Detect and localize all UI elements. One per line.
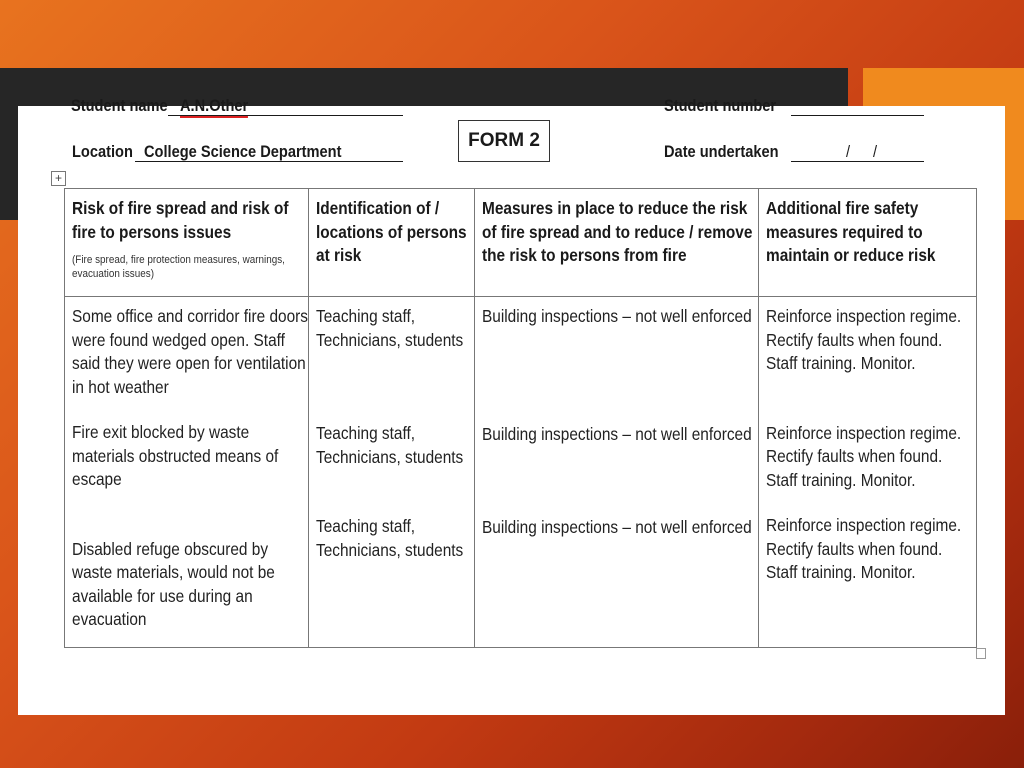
additional-entry: Reinforce inspection regime. Rectify faults when found. Staff training. Monitor. xyxy=(766,306,962,373)
form-number-box xyxy=(458,120,550,162)
measures-entry: Building inspections – not well enforced xyxy=(482,423,752,444)
header-cell-additional: Additional fire safety measures required to maintain or reduce risk xyxy=(759,189,977,297)
header-cell-persons: Identification of / locations of persons at risk xyxy=(309,189,475,297)
header-cell-risk: Risk of fire spread and risk of fire to persons issues (Fire spread, fire protection measures, warnings, evacuation issues) xyxy=(65,189,309,297)
location-value: College Science Department xyxy=(144,142,342,161)
persons-entry: Teaching staff, Technicians, students xyxy=(316,423,464,467)
student-number-line xyxy=(791,115,924,116)
student-name-label: Student name xyxy=(71,96,168,115)
date-label: Date undertaken xyxy=(664,142,779,161)
header-cell-measures: Measures in place to reduce the risk of fire spread and to reduce / remove the risk to persons from fire xyxy=(475,189,759,297)
student-name-line xyxy=(168,115,403,116)
table-resize-handle-icon[interactable] xyxy=(976,648,986,659)
header-note: (Fire spread, fire protection measures, warnings, evacuation issues) xyxy=(72,254,285,280)
location-label: Location xyxy=(72,142,133,161)
date-value: / / xyxy=(846,142,878,161)
measures-entry: Building inspections – not well enforced xyxy=(482,517,752,537)
issue-entry: Disabled refuge obscured by waste materials, would not be available for use during an evacuation xyxy=(72,538,275,629)
issues-column xyxy=(65,297,309,648)
persons-column xyxy=(309,297,475,648)
risk-assessment-table xyxy=(64,188,977,648)
additional-column xyxy=(759,297,977,648)
form-title: FORM 2 xyxy=(468,130,540,151)
student-name-value: A.N.Other xyxy=(180,96,248,118)
location-line xyxy=(135,161,403,162)
date-line xyxy=(791,161,924,162)
student-number-label: Student number xyxy=(664,96,777,115)
persons-entry: Teaching staff, Technicians, students xyxy=(316,516,464,560)
issue-entry: Some office and corridor fire doors were found wedged open. Staff said they were open for ventilation in hot weather xyxy=(72,306,308,397)
issue-entry: Fire exit blocked by waste materials obstructed means of escape xyxy=(72,422,279,489)
measures-entry: Building inspections – not well enforced xyxy=(482,306,752,326)
additional-entry: Reinforce inspection regime. Rectify faults when found. Staff training. Monitor. xyxy=(766,515,962,582)
table-move-handle-icon[interactable]: + xyxy=(51,171,66,186)
measures-column xyxy=(475,297,759,648)
table-header-row xyxy=(65,189,977,297)
persons-entry: Teaching staff, Technicians, students xyxy=(316,306,464,350)
table-body-row xyxy=(65,297,977,648)
additional-entry: Reinforce inspection regime. Rectify faults when found. Staff training. Monitor. xyxy=(766,422,962,490)
document-page xyxy=(18,96,1005,715)
